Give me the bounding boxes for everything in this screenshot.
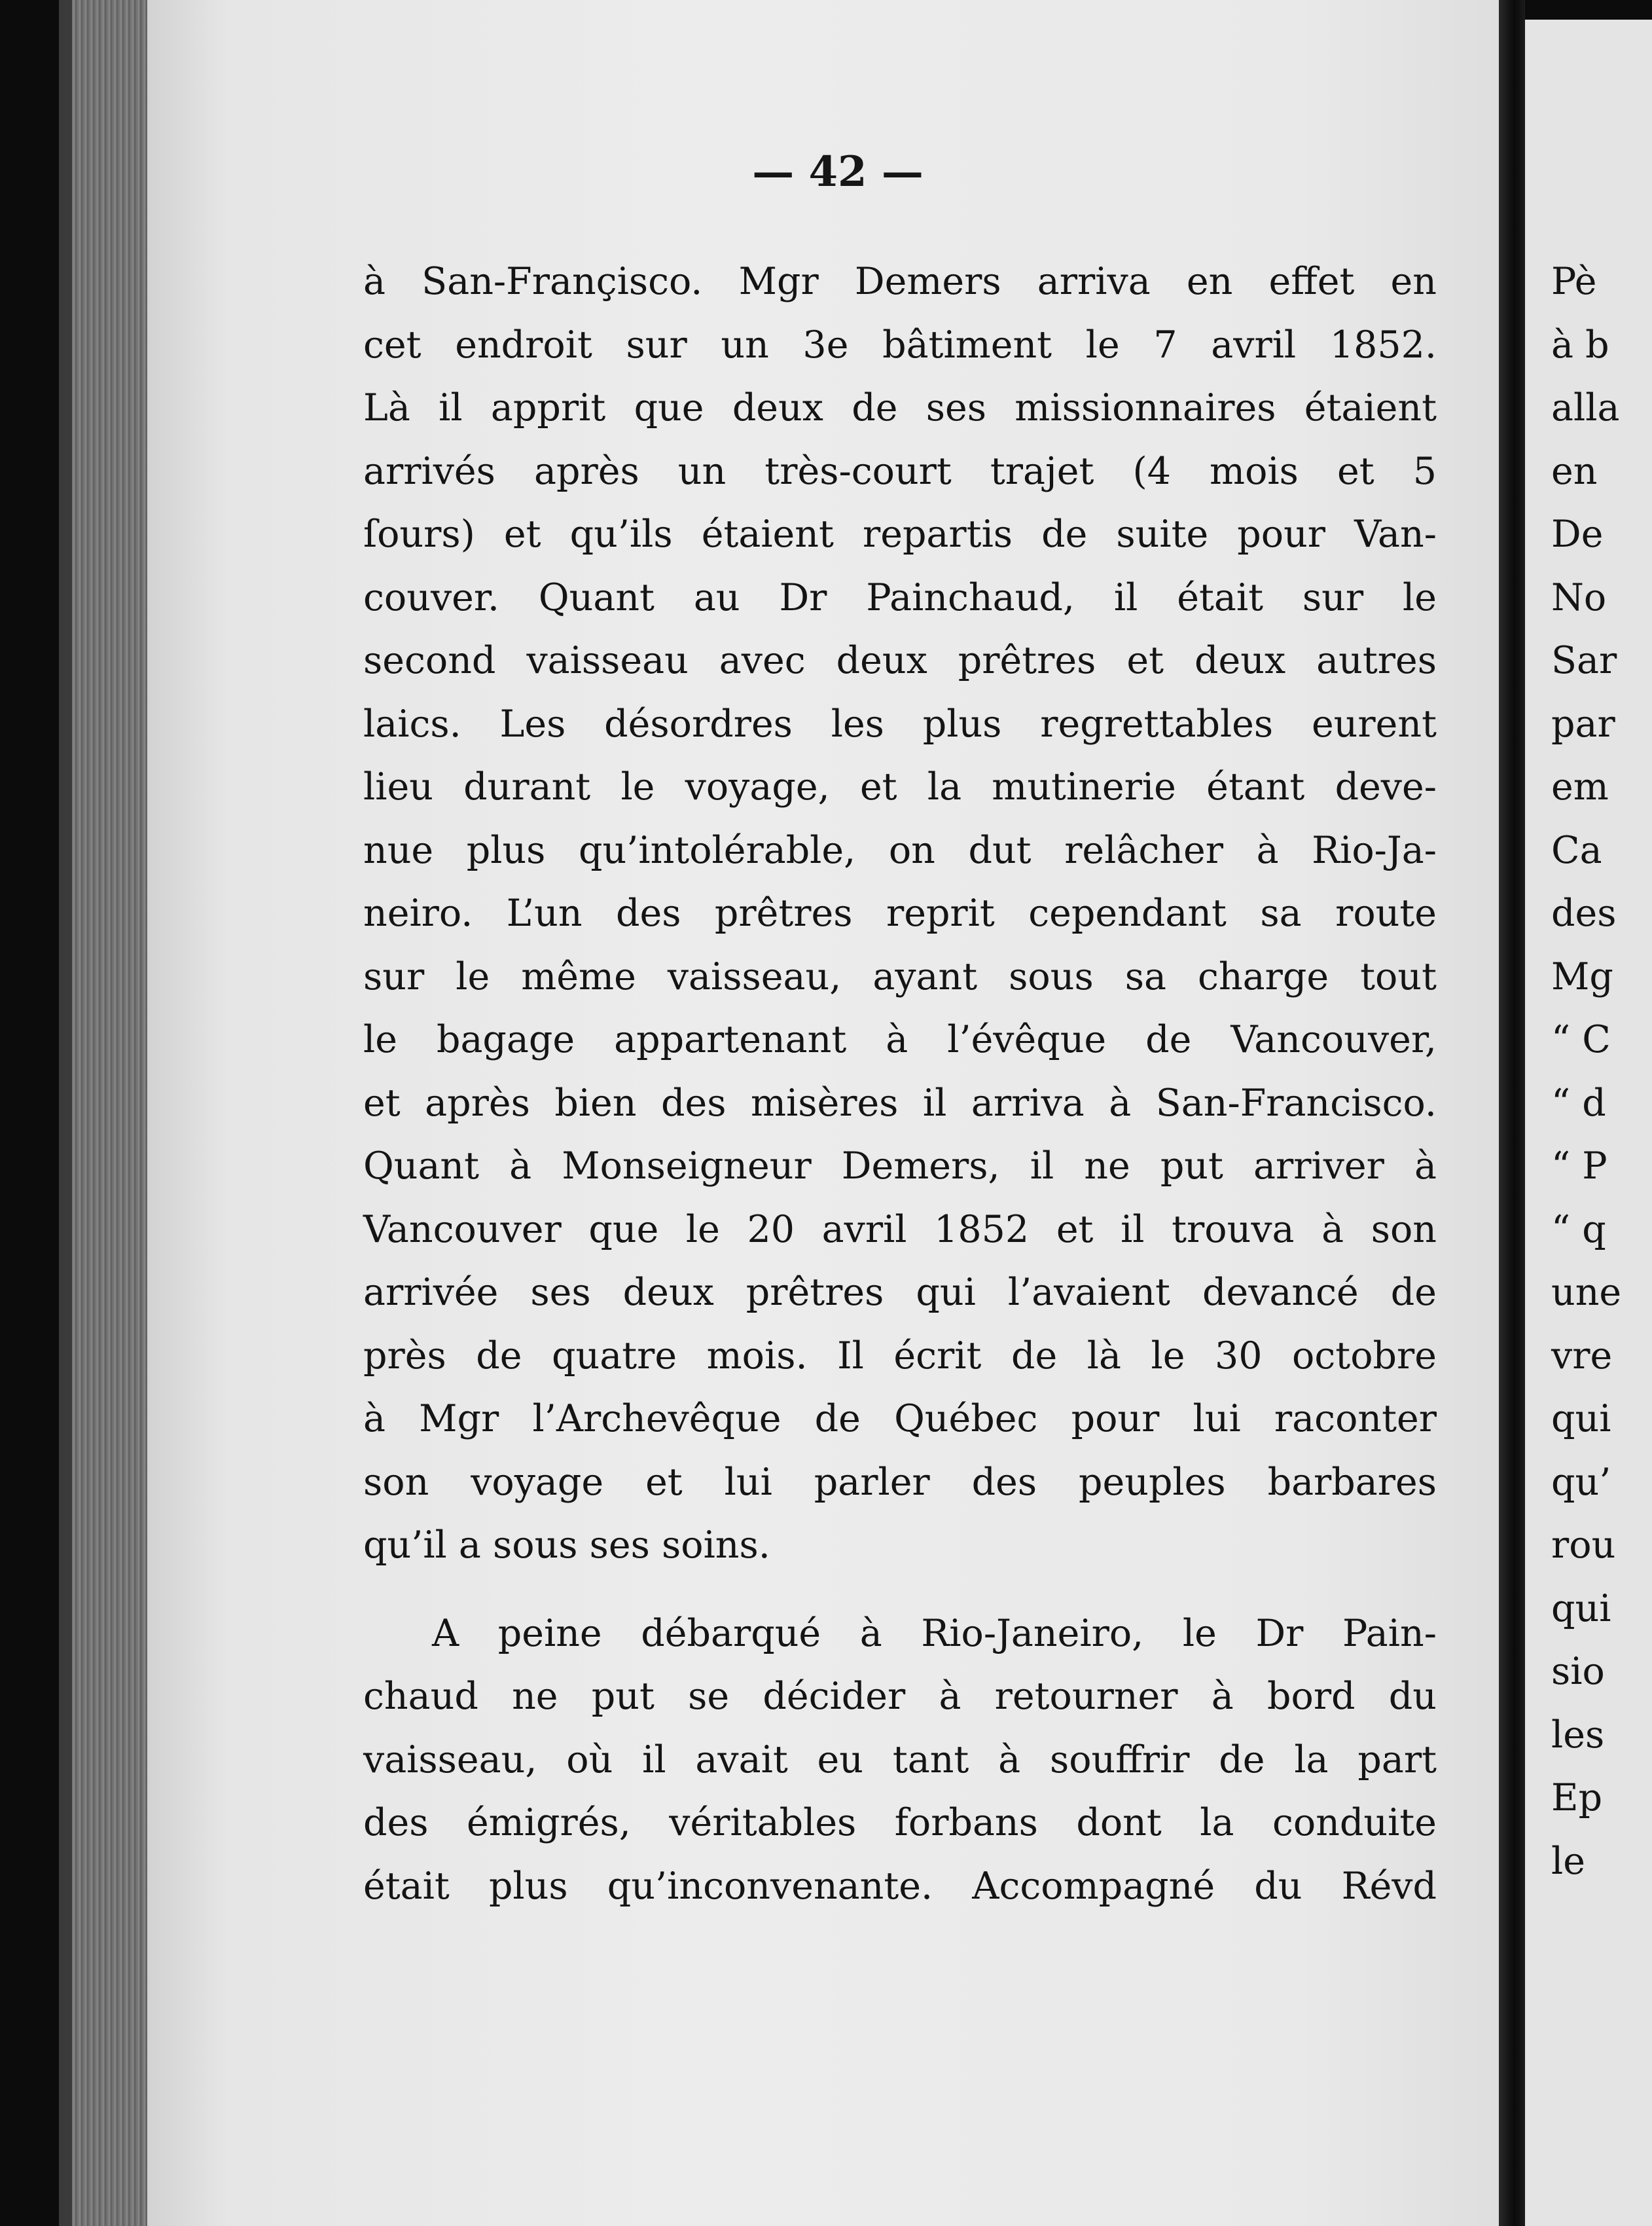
fragment-line: “ q [1551, 1207, 1606, 1251]
next-page-text-fragments [1551, 250, 1652, 1893]
fragment-line: qui [1551, 1397, 1611, 1440]
paragraph-gap [363, 1577, 1437, 1602]
fragment-line: qu’ [1551, 1460, 1611, 1504]
fragment-line: vre [1551, 1334, 1613, 1378]
text-line: sur le même vaisseau, ayant sous sa charge tout [363, 955, 1437, 998]
fragment-line: Sar [1551, 639, 1617, 682]
fragment-line: par [1551, 702, 1615, 746]
fragment-line: Mg [1551, 955, 1613, 998]
text-line: était plus qu’inconvenante. Accompagné du Révd [363, 1864, 1437, 1908]
text-line: qu’il a sous ses soins. [363, 1524, 770, 1567]
fragment-line: qui [1551, 1586, 1611, 1630]
text-line: Vancouver que le 20 avril 1852 et il trouva à son [363, 1207, 1437, 1251]
text-line: lieu durant le voyage, et la mutinerie étant deve- [363, 765, 1437, 809]
page-number: — 42 — [752, 147, 924, 196]
fragment-line: No [1551, 575, 1607, 619]
text-line: arrivés après un très-court trajet (4 mois et 5 [363, 449, 1437, 493]
fragment-line: des [1551, 892, 1617, 935]
text-line: chaud ne put se décider à retourner à bord du [363, 1675, 1437, 1718]
text-line: neiro. L’un des prêtres reprit cependant sa route [363, 892, 1437, 935]
fragment-line: en [1551, 449, 1598, 493]
fragment-line: Pè [1551, 260, 1597, 303]
page-gutter [1499, 0, 1525, 2226]
text-line: vaisseau, où il avait eu tant à souffrir de la part [363, 1738, 1437, 1781]
fragment-line: le [1551, 1839, 1585, 1883]
text-line: le bagage appartenant à l’évêque de Vancouver, [363, 1018, 1437, 1061]
fragment-line: rou [1551, 1524, 1616, 1567]
fragment-line: une [1551, 1271, 1622, 1314]
fragment-line: “ d [1551, 1081, 1606, 1125]
fragment-line: “ P [1551, 1144, 1607, 1188]
text-line: second vaisseau avec deux prêtres et deux autres [363, 639, 1437, 682]
page-body-text [363, 250, 1437, 1918]
fragment-line: Ep [1551, 1776, 1603, 1819]
fragment-line: em [1551, 765, 1609, 809]
text-line: Là il apprit que deux de ses missionnaires étaient [363, 386, 1437, 429]
text-line: et après bien des misères il arriva à San-Francisco. [363, 1081, 1437, 1125]
fragment-line: Ca [1551, 828, 1602, 872]
fragment-line: De [1551, 513, 1604, 556]
fragment-line: “ C [1551, 1018, 1611, 1061]
text-line: laics. Les désordres les plus regrettables eurent [363, 702, 1437, 746]
text-line: près de quatre mois. Il écrit de là le 30 octobre [363, 1334, 1437, 1378]
text-line: ſours) et qu’ils étaient repartis de suite pour Van- [363, 513, 1437, 556]
fragment-line: les [1551, 1713, 1605, 1757]
text-line: son voyage et lui parler des peuples barbares [363, 1460, 1437, 1504]
page-stack-edge [72, 0, 151, 2226]
text-line: à Mgr l’Archevêque de Québec pour lui raconter [363, 1397, 1437, 1440]
text-line: des émigrés, véritables forbans dont la conduite [363, 1801, 1437, 1844]
fragment-line: à b [1551, 323, 1609, 367]
text-line: cet endroit sur un 3e bâtiment le 7 avril 1852. [363, 323, 1437, 367]
fragment-line: sio [1551, 1650, 1605, 1693]
text-line: arrivée ses deux prêtres qui l’avaient devancé de [363, 1271, 1437, 1314]
fragment-line: alla [1551, 386, 1620, 429]
text-line: A peine débarqué à Rio-Janeiro, le Dr Pain- [432, 1611, 1437, 1655]
text-line: nue plus qu’intolérable, on dut relâcher à Rio-Ja- [363, 828, 1437, 872]
text-line: couver. Quant au Dr Painchaud, il était sur le [363, 575, 1437, 619]
text-line: à San-Françisco. Mgr Demers arriva en effet en [363, 260, 1437, 303]
text-line: Quant à Monseigneur Demers, il ne put arriver à [363, 1144, 1437, 1188]
